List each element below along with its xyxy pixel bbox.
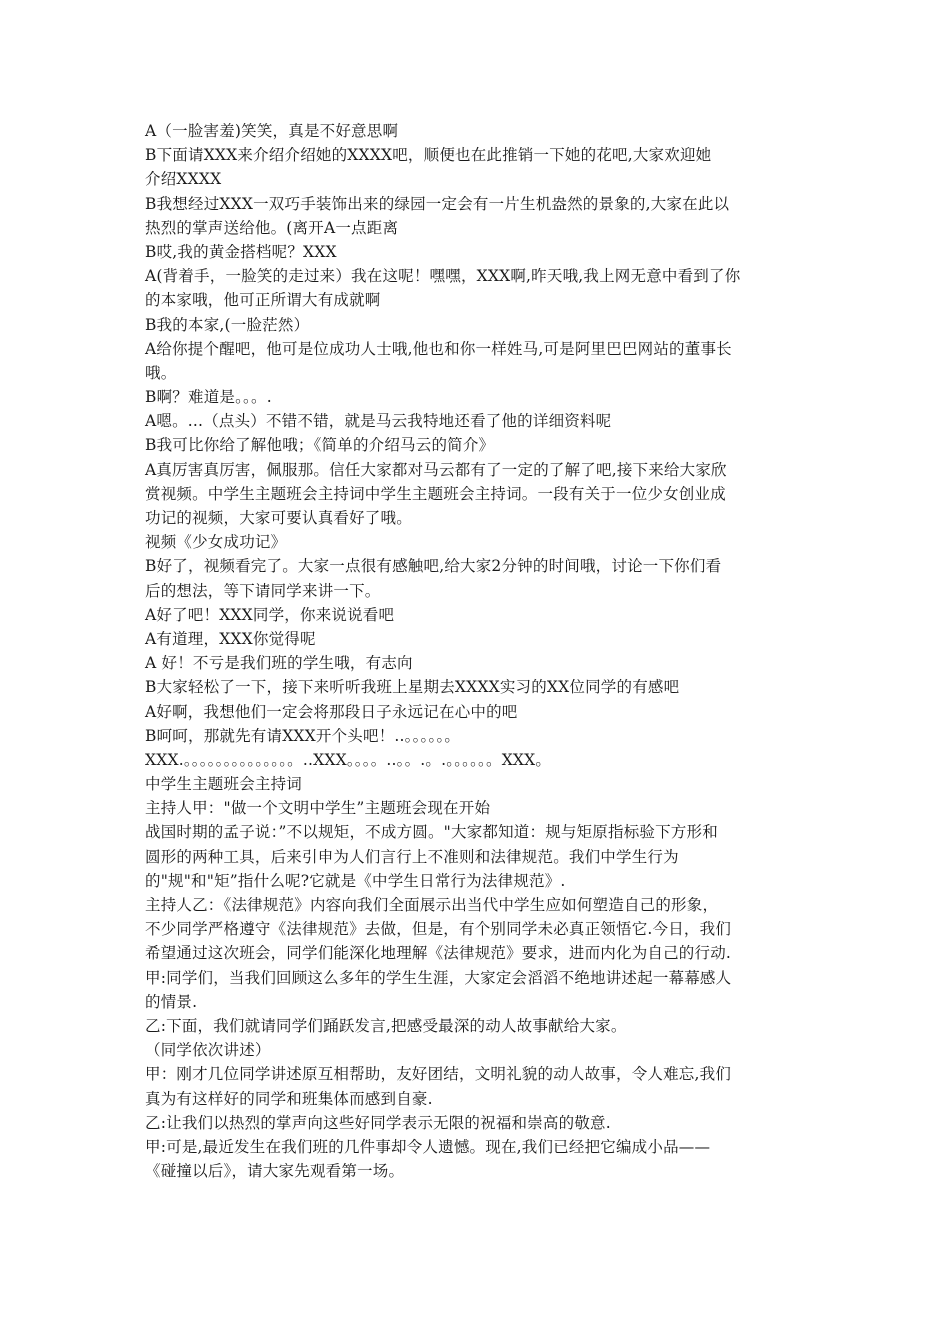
- text-line: B大家轻松了一下，接下来听听我班上星期去XXXX实习的XX位同学的有感吧: [145, 678, 680, 697]
- text-line: 真为有这样好的同学和班集体而感到自豪.: [145, 1089, 433, 1108]
- text-line: B我可比你给了解他哦；《简单的介绍马云的简介》: [145, 436, 495, 455]
- text-line: 主持人乙：《法律规范》内容向我们全面展示出当代中学生应如何塑造自己的形象，: [145, 896, 719, 914]
- text-line: 的本家哦，他可正所谓大有成就啊: [145, 291, 381, 310]
- section-heading: 中学生主题班会主持词: [145, 775, 303, 794]
- text-line: A有道理，XXX你觉得呢: [145, 629, 316, 648]
- text-line: A好啊，我想他们一定会将那段日子永远记在心中的吧: [145, 702, 518, 721]
- text-line: 赏视频。中学生主题班会主持词中学生主题班会主持词。一段有关于一位少女创业成: [145, 484, 726, 503]
- text-line: A（一脸害羞)笑笑，真是不好意思啊: [145, 122, 399, 140]
- text-line: 乙:下面，我们就请同学们踊跃发言,把感受最深的动人故事献给大家。: [145, 1016, 627, 1035]
- text-line: （同学依次讲述）: [145, 1041, 271, 1060]
- text-line: A(背着手，一脸笑的走过来）我在这呢！嘿嘿，XXX啊,昨天哦,我上网无意中看到了你: [145, 267, 741, 286]
- text-line: 甲:可是,最近发生在我们班的几件事却令人遗憾。现在,我们已经把它编成小品——: [145, 1137, 711, 1156]
- text-line: 《碰撞以后》，请大家先观看第一场。: [145, 1162, 405, 1181]
- text-line: 视频《少女成功记》: [145, 533, 287, 552]
- text-line: B呵呵，那就先有请XXX开个头吧！..。。。。。。: [145, 726, 461, 745]
- text-line: A真厉害真厉害，佩服那。信任大家都对马云都有了一定的了解了吧,接下来给大家欣: [145, 460, 727, 479]
- text-line: 的情景.: [145, 992, 198, 1011]
- text-line: B下面请XXX来介绍介绍她的XXXX吧，顺便也在此推销一下她的花吧,大家欢迎她: [145, 146, 712, 165]
- text-line: 甲：刚才几位同学讲述原互相帮助，友好团结，文明礼貌的动人故事，令人难忘,我们: [145, 1065, 732, 1084]
- text-line: 热烈的掌声送给他。(离开A一点距离: [145, 218, 399, 237]
- text-line: 的"规"和"矩”指什么呢?它就是《中学生日常行为法律规范》.: [145, 871, 566, 890]
- text-line: 乙:让我们以热烈的掌声向这些好同学表示无限的祝福和崇高的敬意.: [145, 1113, 611, 1132]
- text-line: B啊？难道是。。。.: [145, 388, 272, 407]
- text-line: 哦。: [145, 363, 177, 382]
- text-line: A嗯。...（点头）不错不错，就是马云我特地还看了他的详细资料呢: [145, 412, 612, 431]
- text-line: A 好！不亏是我们班的学生哦，有志向: [145, 654, 413, 673]
- text-line: B好了，视频看完了。大家一点很有感触吧,给大家2分钟的时间哦，讨论一下你们看: [145, 557, 722, 576]
- text-line: 战国时期的孟子说：”不以规矩，不成方圆。"大家都知道：规与矩原指标验下方形和: [145, 823, 718, 842]
- text-line: XXX.。。。。。。。。。。。。。。..XXX。。。。..。。.。.。。。。。。XXX。: [145, 750, 552, 769]
- text-line: 希望通过这次班会，同学们能深化地理解《法律规范》要求，进而内化为自己的行动.: [145, 944, 732, 963]
- text-line: 甲:同学们，当我们回顾这么多年的学生生涯，大家定会滔滔不绝地讲述起一幕幕感人: [145, 968, 732, 987]
- text-line: A好了吧！XXX同学，你来说说看吧: [145, 605, 395, 624]
- text-line: B我想经过XXX一双巧手装饰出来的绿园一定会有一片生机盎然的景象的,大家在此以: [145, 194, 730, 213]
- text-line: 功记的视频，大家可要认真看好了哦。: [145, 509, 412, 527]
- text-line: 介绍XXXX: [145, 170, 222, 189]
- text-line: B我的本家,(一脸茫然）: [145, 315, 310, 334]
- text-line: 圆形的两种工具，后来引申为人们言行上不准则和法律规范。我们中学生行为: [145, 847, 679, 866]
- text-line: 不少同学严格遵守《法律规范》去做，但是，有个别同学未必真正领悟它.今日，我们: [145, 920, 732, 939]
- text-line: B哎,我的黄金搭档呢？XXX: [145, 242, 337, 261]
- text-line: 后的想法，等下请同学来讲一下。: [145, 581, 381, 600]
- document-body: [145, 119, 810, 1183]
- text-line: A给你提个醒吧，他可是位成功人士哦,他也和你一样姓马,可是阿里巴巴网站的董事长: [145, 339, 732, 358]
- text-line: 主持人甲："做一个文明中学生”主题班会现在开始: [145, 799, 491, 818]
